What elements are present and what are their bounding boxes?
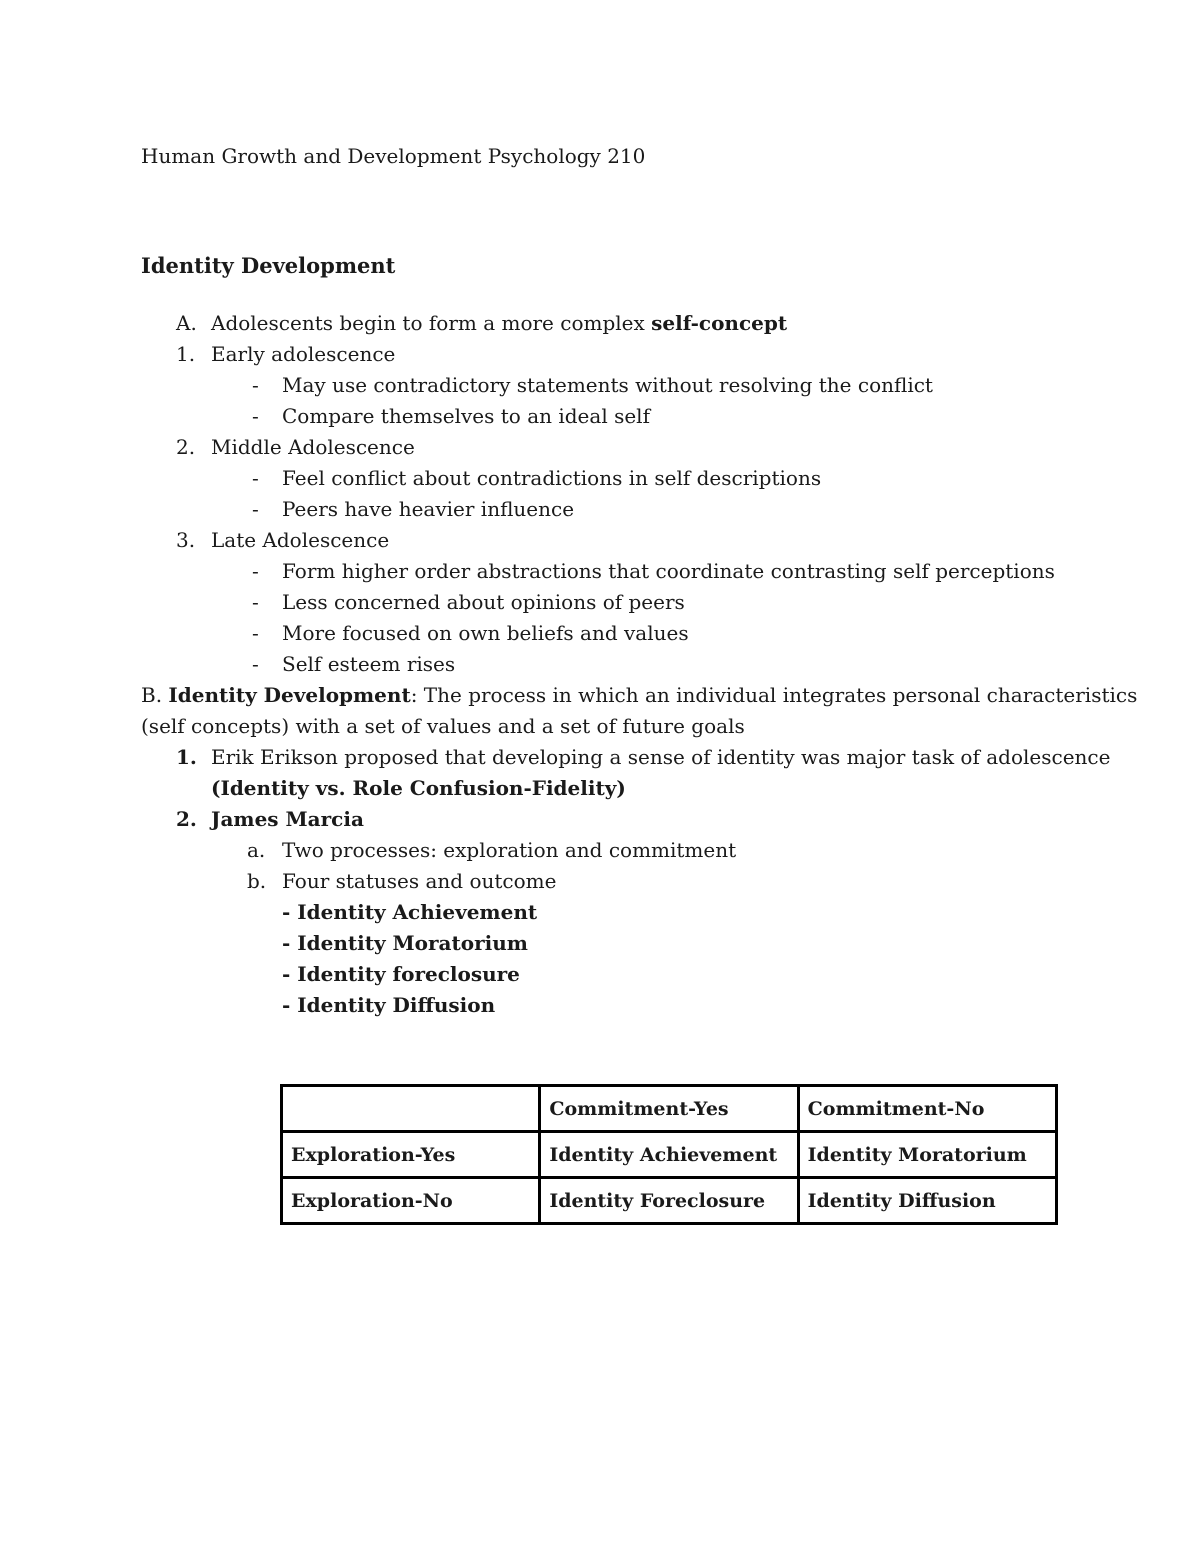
status-moratorium: - Identity Moratorium [282, 931, 528, 955]
list-marker-erikson: 1. [176, 745, 197, 769]
section-b-line-2: (self concepts) with a set of values and a set of future goals [141, 714, 745, 738]
table-header-commitment-no: Commitment-No [798, 1086, 1056, 1132]
stage-2-title: Middle Adolescence [211, 435, 415, 459]
bullet-dash: - [252, 590, 259, 614]
stage-3-bullet-3: More focused on own beliefs and values [282, 621, 689, 645]
bullet-dash: - [252, 652, 259, 676]
table-row [282, 1132, 1057, 1178]
table-cell: Identity Achievement [540, 1132, 798, 1178]
table-row-header-exploration-no: Exploration-No [282, 1178, 540, 1224]
self-concept-term: self-concept [651, 311, 788, 335]
bullet-dash: - [252, 497, 259, 521]
stage-2-bullet-1: Feel conflict about contradictions in self descriptions [282, 466, 822, 490]
erikson-stage: (Identity vs. Role Confusion-Fidelity) [211, 776, 626, 800]
table-cell: Identity Foreclosure [540, 1178, 798, 1224]
bullet-dash: - [252, 559, 259, 583]
identity-development-term: Identity Development [168, 683, 411, 707]
identity-status-table [280, 1084, 1058, 1225]
bullet-dash: - [252, 373, 259, 397]
list-marker-marcia: 2. [176, 807, 197, 831]
erikson-text: Erik Erikson proposed that developing a sense of identity was major task of adolescence [211, 745, 1111, 769]
course-title: Human Growth and Development Psychology 210 [141, 144, 646, 168]
stage-1-title: Early adolescence [211, 342, 396, 366]
table-row-header-exploration-yes: Exploration-Yes [282, 1132, 540, 1178]
section-a-text [211, 310, 787, 336]
stage-3-title: Late Adolescence [211, 528, 390, 552]
bullet-dash: - [252, 466, 259, 490]
list-marker-stage-3: 3. [176, 528, 196, 552]
section-a-lead: Adolescents begin to form a more complex [211, 311, 652, 335]
stage-1-bullet-1: May use contradictory statements without resolving the conflict [282, 373, 933, 397]
identity-development-definition: : The process in which an individual integrates personal characteristics [410, 683, 1138, 707]
stage-2-bullet-2: Peers have heavier influence [282, 497, 575, 521]
section-heading: Identity Development [141, 253, 396, 278]
marcia-title: James Marcia [211, 807, 364, 831]
bullet-dash: - [252, 404, 259, 428]
stage-3-bullet-2: Less concerned about opinions of peers [282, 590, 685, 614]
list-marker-b: B. [141, 683, 163, 707]
list-marker-a-sub: a. [247, 838, 266, 862]
stage-1-bullet-2: Compare themselves to an ideal self [282, 404, 650, 428]
list-marker-a: A. [176, 311, 197, 335]
status-foreclosure: - Identity foreclosure [282, 962, 520, 986]
table-header-row [282, 1086, 1057, 1132]
stage-3-bullet-1: Form higher order abstractions that coordinate contrasting self perceptions [282, 559, 1055, 583]
bullet-dash: - [252, 621, 259, 645]
section-b-line-1 [141, 682, 1137, 708]
list-marker-stage-2: 2. [176, 435, 196, 459]
stage-3-bullet-4: Self esteem rises [282, 652, 456, 676]
list-marker-b-sub: b. [247, 869, 267, 893]
status-achievement: - Identity Achievement [282, 900, 538, 924]
list-marker-stage-1: 1. [176, 342, 196, 366]
table-cell-empty [282, 1086, 540, 1132]
table-cell: Identity Moratorium [798, 1132, 1056, 1178]
status-diffusion: - Identity Diffusion [282, 993, 496, 1017]
table-row [282, 1178, 1057, 1224]
table-cell: Identity Diffusion [798, 1178, 1056, 1224]
marcia-item-a: Two processes: exploration and commitment [282, 838, 737, 862]
marcia-item-b: Four statuses and outcome [282, 869, 557, 893]
table-header-commitment-yes: Commitment-Yes [540, 1086, 798, 1132]
